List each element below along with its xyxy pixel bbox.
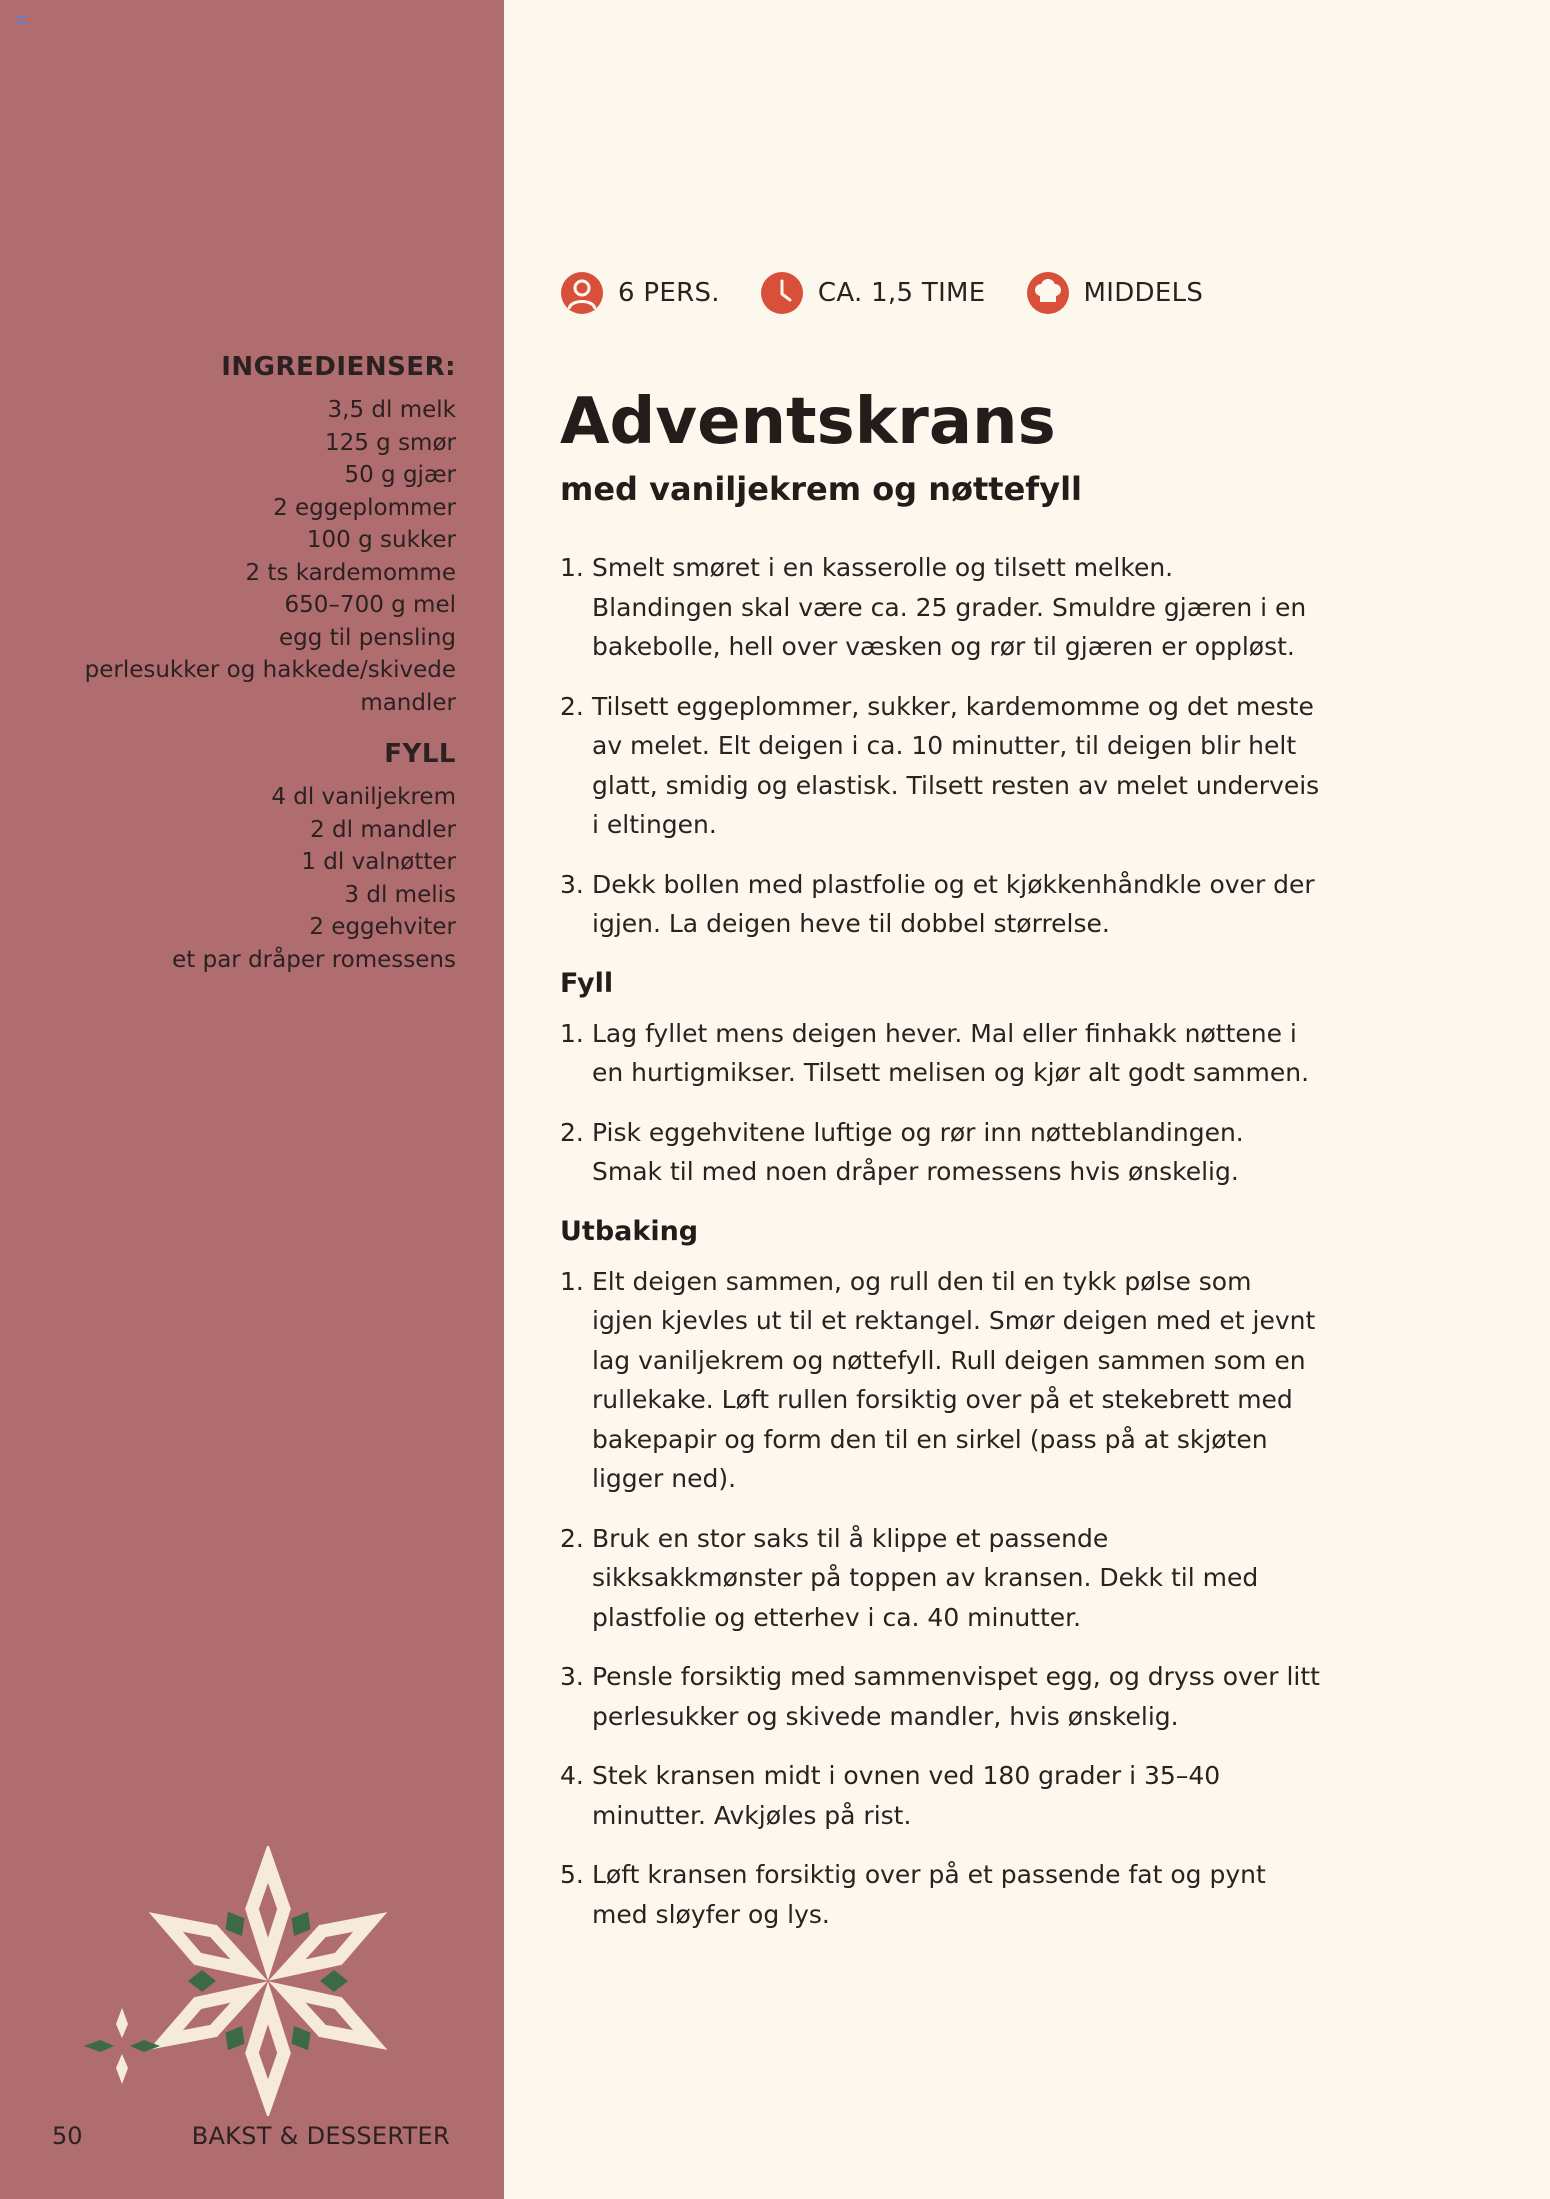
ingredient-item: 650–700 g mel (284, 592, 456, 618)
time-meta (760, 271, 986, 315)
fyll-ingredient-item: et par dråper romessens (172, 946, 456, 973)
step-number: 5. (560, 1860, 584, 1889)
servings-label: 6 PERS. (618, 278, 720, 308)
dough-steps (560, 548, 1320, 944)
step-number: 3. (560, 869, 584, 899)
fyll-ingredient-item: 1 dl valnøtter (301, 849, 456, 875)
step-item (560, 687, 1320, 845)
fyll-ingredient-item: 2 eggehviter (309, 914, 456, 940)
fyll-steps (560, 1014, 1320, 1192)
step-number: 4. (560, 1761, 584, 1790)
ingredient-item: mandler (360, 689, 456, 716)
fyll-ingredients-list (16, 781, 456, 976)
step-item (560, 548, 1320, 667)
step-number: 1. (560, 1266, 584, 1296)
time-label: CA. 1,5 TIME (817, 278, 986, 308)
snowflake-decoration-icon (68, 1846, 408, 2116)
ingredient-item: egg til pensling (278, 624, 456, 651)
step-text: Tilsett eggeplommer, sukker, kardemomme og det meste av melet. Elt deigen i ca. 10 minutter, til deigen blir helt glatt, smidig og elastisk. Tilsett resten av melet underveis i eltingen. (592, 691, 1320, 839)
step-text: Smelt smøret i en kasserolle og tilsett melken. Blandingen skal være ca. 25 grader. Smuldre gjæren i en bakebolle, hell over væsken og rør til gjæren er oppløst. (592, 553, 1307, 661)
difficulty-label: MIDDELS (1083, 278, 1204, 308)
step-item (560, 1756, 1320, 1835)
recipe-title: Adventskrans (560, 385, 1056, 459)
step-item (560, 865, 1320, 944)
ingredient-item: 50 g gjær (344, 462, 456, 488)
ingredient-item: perlesukker og hakkede/skivede (84, 657, 456, 683)
step-text: Dekk bollen med plastfolie og et kjøkkenhåndkle over der igjen. La deigen heve til dobbel størrelse. (592, 869, 1315, 938)
step-item (560, 1519, 1320, 1638)
step-text: Løft kransen forsiktig over på et passende fat og pynt med sløyfer og lys. (592, 1860, 1266, 1929)
menu-icon[interactable] (16, 16, 26, 24)
step-number: 3. (560, 1662, 584, 1691)
ingredient-item: 3,5 dl melk (327, 397, 456, 423)
difficulty-meta (1026, 271, 1204, 315)
step-item (560, 1014, 1320, 1093)
page-number: 50 (52, 2122, 83, 2150)
utbaking-steps (560, 1262, 1320, 1935)
recipe-content (560, 270, 1320, 1954)
step-number: 2. (560, 1523, 584, 1553)
step-number: 2. (560, 1117, 584, 1147)
step-text: Pensle forsiktig med sammenvispet egg, og dryss over litt perlesukker og skivede mandler, hvis ønskelig. (592, 1662, 1320, 1731)
fyll-ingredient-item: 3 dl melis (344, 881, 456, 908)
ingredient-item: 100 g sukker (306, 527, 456, 553)
step-number: 2. (560, 691, 584, 721)
step-text: Stek kransen midt i ovnen ved 180 grader i 35–40 minutter. Avkjøles på rist. (592, 1761, 1221, 1830)
step-item (560, 1262, 1320, 1499)
step-item (560, 1657, 1320, 1736)
section-name: BAKST & DESSERTER (191, 2122, 450, 2150)
fyll-title: FYLL (384, 739, 456, 769)
fyll-ingredient-item: 4 dl vaniljekrem (271, 784, 456, 810)
step-item (560, 1113, 1320, 1192)
recipe-subtitle: med vaniljekrem og nøttefyll (560, 470, 1082, 508)
ingredients-list (16, 394, 456, 719)
small-star-decoration (84, 2008, 160, 2084)
fyll-ingredient-item: 2 dl mandler (310, 816, 456, 843)
step-text: Lag fyllet mens deigen hever. Mal eller finhakk nøttene i en hurtigmikser. Tilsett melisen og kjør alt godt sammen. (592, 1018, 1310, 1087)
recipe-meta (560, 270, 1320, 316)
step-text: Elt deigen sammen, og rull den til en tykk pølse som igjen kjevles ut til et rektangel. Smør deigen med et jevnt lag vaniljekrem og nøttefyll. Rull deigen sammen som en rullekake. Løft rullen forsiktig over på et stekebrett med bakepapir og form den til en sirkel (pass på at skjøten ligger ned). (592, 1266, 1316, 1493)
step-item (560, 1855, 1320, 1934)
ingredients-panel (16, 350, 456, 976)
step-number: 1. (560, 1018, 584, 1048)
person-icon (560, 271, 604, 315)
step-number: 1. (560, 553, 584, 582)
clock-icon (760, 271, 804, 315)
fyll-heading: Fyll (560, 967, 614, 999)
ingredient-item: 2 eggeplommer (273, 494, 456, 521)
ingredients-title: INGREDIENSER: (221, 352, 456, 382)
ingredient-item: 2 ts kardemomme (245, 559, 456, 586)
chef-hat-icon (1026, 271, 1070, 315)
step-text: Bruk en stor saks til å klippe et passende sikksakkmønster på toppen av kransen. Dekk til med plastfolie og etterhev i ca. 40 minutter. (592, 1523, 1259, 1632)
ingredient-item: 125 g smør (324, 429, 456, 456)
servings-meta (560, 271, 720, 315)
ingredients-sidebar (0, 0, 504, 2199)
utbaking-heading: Utbaking (560, 1215, 699, 1247)
step-text: Pisk eggehvitene luftige og rør inn nøtteblandingen. Smak til med noen dråper romessens hvis ønskelig. (592, 1117, 1244, 1186)
